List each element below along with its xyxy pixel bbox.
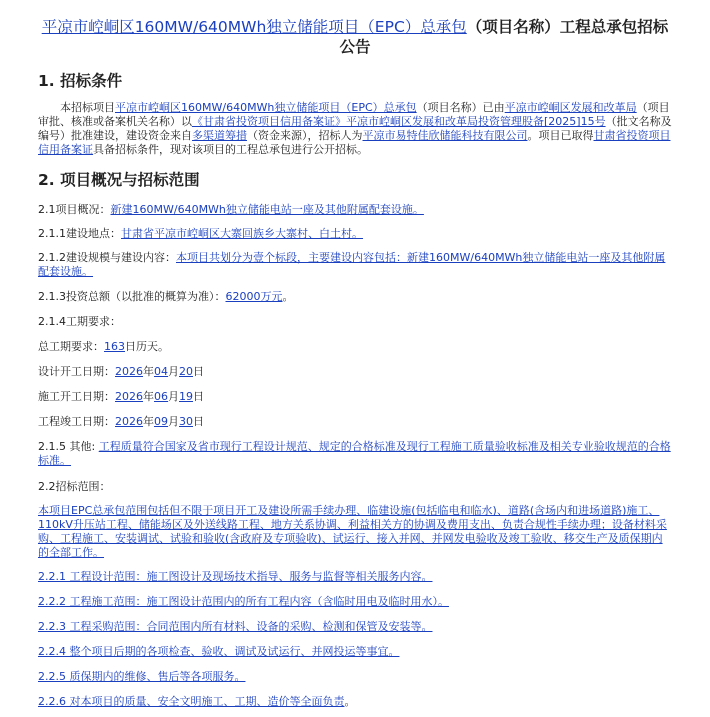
overview-row-link[interactable]: 19 bbox=[179, 390, 193, 403]
overview-row-link[interactable]: 2.2.2 工程施工范围：施工图设计范围内的所有工程内容（含临时用电及临时用水）。 bbox=[38, 595, 449, 608]
tender-conditions-text: （批文名称及编号）批准建设，建设资金来自 bbox=[38, 115, 672, 142]
title-line2: 公告 bbox=[339, 38, 371, 56]
overview-row-text: 。 bbox=[282, 290, 294, 303]
overview-row-link[interactable]: 2026 bbox=[115, 365, 143, 378]
overview-row-link[interactable]: 09 bbox=[154, 415, 168, 428]
overview-row-text: 月 bbox=[168, 415, 179, 428]
overview-row-link[interactable]: 30 bbox=[179, 415, 193, 428]
overview-row-text: 日历天。 bbox=[125, 340, 169, 353]
overview-row-text: 日 bbox=[193, 365, 204, 378]
overview-row-link[interactable]: 新建160MW/640MWh独立储能电站一座及其他附属配套设施。 bbox=[110, 203, 424, 216]
overview-row bbox=[38, 595, 672, 609]
overview-row-link[interactable]: 163 bbox=[104, 340, 125, 353]
overview-row bbox=[38, 620, 672, 634]
overview-row bbox=[38, 480, 672, 494]
overview-row-text: 施工开工日期： bbox=[38, 390, 115, 403]
overview-row-text: 年 bbox=[143, 390, 154, 403]
overview-row-link[interactable]: 本项目共划分为壹个标段，主要建设内容包括：新建160MW/640MWh独立储能电站一座及其他附属配套设施。 bbox=[38, 251, 666, 278]
tender-conditions-link[interactable]: 平凉市崆峒区160MW/640MWh独立储能项目（EPC）总承包 bbox=[115, 101, 417, 114]
overview-row-text: 2.1.1建设地点： bbox=[38, 227, 121, 240]
overview-row-text: 2.1.4工期要求： bbox=[38, 315, 121, 328]
overview-row-text: 日 bbox=[193, 390, 204, 403]
overview-row bbox=[38, 645, 672, 659]
overview-row-text: 年 bbox=[143, 415, 154, 428]
tender-conditions-text: （资金来源），招标人为 bbox=[247, 129, 363, 142]
tender-conditions-link[interactable]: 多渠道筹措 bbox=[192, 129, 247, 142]
overview-row-text: 工程竣工日期： bbox=[38, 415, 115, 428]
overview-row-text: 日 bbox=[193, 415, 204, 428]
overview-row bbox=[38, 390, 672, 404]
overview-row bbox=[38, 315, 672, 329]
overview-row-link[interactable]: 工程质量符合国家及省市现行工程设计规范、规定的合格标准及现行工程施工质量验收标准及相关专业验收规范的合格标准。 bbox=[38, 440, 671, 467]
overview-row-text: 。 bbox=[344, 695, 356, 708]
overview-row-link[interactable]: 62000万元 bbox=[225, 290, 283, 303]
overview-row-link[interactable]: 本项目EPC总承包范围包括但不限于项目开工及建设所需手续办理、临建设施(包括临电和临水)、道路(含场内和进场道路)施工、110kV升压站工程、储能场区及外送线路工程、地方关系协调、利益相关方的协调及费用支出、负责合规性手续办理；设备材料采购、工程施工、安装调试、试验和验收(含政府及专项验收)、试运行、接入并网、并网发电验收及竣工验收、移交生产及质保期内的全部工作。 bbox=[38, 504, 667, 559]
overview-row bbox=[38, 570, 672, 584]
section-heading-tender-conditions: 1. 招标条件 bbox=[38, 72, 123, 90]
overview-row bbox=[38, 440, 672, 468]
project-name-link[interactable]: 平凉市崆峒区160MW/640MWh独立储能项目（EPC）总承包 bbox=[41, 18, 467, 36]
tender-conditions-text: 本招标项目 bbox=[60, 101, 115, 114]
tender-conditions-text: 具备招标条件，现对该项目的工程总承包进行公开招标。 bbox=[93, 143, 368, 156]
tender-conditions-text: （项目名称）已由 bbox=[416, 101, 505, 114]
tender-conditions-link[interactable]: 甘肃省投资项目信用备案证 bbox=[38, 129, 671, 156]
overview-row-text: 2.2招标范围： bbox=[38, 480, 111, 493]
tender-conditions-link[interactable]: 平凉市易特佳欣储能科技有限公司 bbox=[362, 129, 528, 142]
overview-row bbox=[38, 365, 672, 379]
overview-row bbox=[38, 695, 672, 709]
section-heading-project-overview: 2. 项目概况与招标范围 bbox=[38, 171, 200, 189]
overview-row bbox=[38, 251, 672, 279]
tender-conditions-link[interactable]: 平凉市崆峒区发展和改革局 bbox=[504, 101, 637, 114]
page-title bbox=[38, 0, 672, 57]
overview-row-text: 年 bbox=[143, 365, 154, 378]
overview-row-text: 2.1.3投资总额（以批准的概算为准）： bbox=[38, 290, 226, 303]
overview-row-text: 2.1.5 其他: bbox=[38, 440, 99, 453]
overview-row-text: 设计开工日期： bbox=[38, 365, 115, 378]
overview-row-text: 2.1.2建设规模与建设内容： bbox=[38, 251, 176, 264]
overview-row bbox=[38, 504, 672, 560]
overview-row-link[interactable]: 2.2.6 对本项目的质量、安全文明施工、工期、造价等全面负责 bbox=[38, 695, 345, 708]
overview-row-text: 2.1项目概况： bbox=[38, 203, 111, 216]
overview-row bbox=[38, 415, 672, 429]
tender-conditions-text: （项目审批、核准或备案机关名称）以 bbox=[38, 101, 670, 128]
overview-row-link[interactable]: 2.2.4 整个项目后期的各项检查、验收、调试及试运行、并网投运等事宜。 bbox=[38, 645, 400, 658]
overview-row-link[interactable]: 2026 bbox=[115, 390, 143, 403]
overview-row bbox=[38, 227, 672, 241]
overview-row bbox=[38, 340, 672, 354]
overview-row-link[interactable]: 2.2.3 工程采购范围：合同范围内所有材料、设备的采购、检测和保管及安装等。 bbox=[38, 620, 433, 633]
title-suffix: （项目名称）工程总承包招标 bbox=[466, 18, 669, 36]
overview-row-link[interactable]: 04 bbox=[154, 365, 168, 378]
overview-row bbox=[38, 290, 672, 304]
tender-conditions-link[interactable]: 《甘肃省投资项目信用备案证》平凉市崆峒区发展和改革局投资管理股备[2025]15号 bbox=[192, 115, 606, 128]
overview-row bbox=[38, 670, 672, 684]
overview-row-link[interactable]: 2026 bbox=[115, 415, 143, 428]
overview-row-text: 总工期要求： bbox=[38, 340, 104, 353]
overview-row-text: 月 bbox=[168, 390, 179, 403]
overview-row-link[interactable]: 2.2.1 工程设计范围：施工图设计及现场技术指导、服务与监督等相关服务内容。 bbox=[38, 570, 433, 583]
overview-row-link[interactable]: 甘肃省平凉市崆峒区大寨回族乡大寨村、白土村。 bbox=[121, 227, 363, 240]
tender-conditions-text: 。项目已取得 bbox=[527, 129, 594, 142]
overview-row-text: 月 bbox=[168, 365, 179, 378]
overview-row bbox=[38, 203, 672, 217]
overview-row-link[interactable]: 06 bbox=[154, 390, 168, 403]
tender-conditions-paragraph bbox=[38, 101, 672, 157]
overview-row-link[interactable]: 2.2.5 质保期内的维修、售后等各项服务。 bbox=[38, 670, 246, 683]
overview-row-link[interactable]: 20 bbox=[179, 365, 193, 378]
